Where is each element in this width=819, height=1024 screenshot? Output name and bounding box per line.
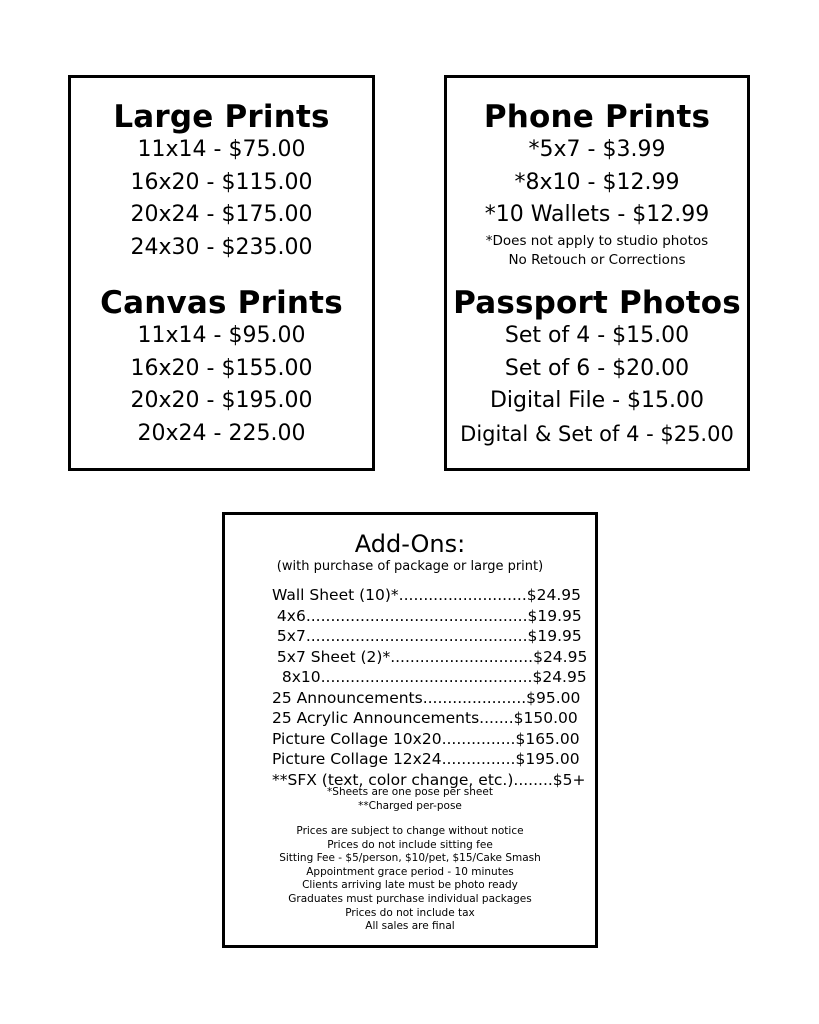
canvas-print-price: 11x14 - $95.00 xyxy=(137,323,306,348)
addons-subtitle: (with purchase of package or large print) xyxy=(276,559,544,574)
policy-notes xyxy=(225,825,595,934)
policy-note: Prices do not include sitting fee xyxy=(327,838,493,851)
addon-item: 8x10...........................................$24.95 xyxy=(272,668,587,686)
addon-item: Picture Collage 12x24...............$195.00 xyxy=(272,750,580,768)
large-canvas-prints-panel xyxy=(68,75,375,471)
policy-note: Prices are subject to change without notice xyxy=(296,825,524,837)
large-print-price: 20x24 - $175.00 xyxy=(130,202,313,227)
addons-list xyxy=(272,585,588,790)
large-prints-title: Large Prints xyxy=(113,99,330,135)
policy-note: Prices do not include tax xyxy=(345,906,475,919)
policy-note: Graduates must purchase individual packages xyxy=(288,892,532,905)
large-print-price: 11x14 - $75.00 xyxy=(137,137,306,162)
canvas-print-price: 20x20 - $195.00 xyxy=(130,388,313,413)
phone-print-price: *10 Wallets - $12.99 xyxy=(484,202,710,227)
addon-item: Wall Sheet (10)*..........................$24.95 xyxy=(272,586,582,604)
phone-prints-section xyxy=(447,100,747,270)
canvas-prints-title: Canvas Prints xyxy=(100,285,343,321)
passport-photo-price: Set of 4 - $15.00 xyxy=(504,323,690,348)
passport-photos-section xyxy=(447,286,747,450)
policy-note: All sales are final xyxy=(365,920,455,933)
canvas-prints-section xyxy=(71,286,372,450)
addons-title: Add-Ons: xyxy=(354,530,466,558)
addon-item: 5x7 Sheet (2)*.............................$24.95 xyxy=(272,647,588,666)
canvas-print-price: 16x20 - $155.00 xyxy=(130,355,313,381)
sheet-notes xyxy=(225,786,595,813)
policy-note: Clients arriving late must be photo ready xyxy=(302,879,518,892)
phone-print-note: *Does not apply to studio photos xyxy=(485,232,709,249)
policy-note: Appointment grace period - 10 minutes xyxy=(306,865,514,878)
addon-item: 25 Acrylic Announcements.......$150.00 xyxy=(272,709,578,727)
addon-item: 4x6.............................................$19.95 xyxy=(272,606,582,625)
addon-item: Picture Collage 10x20...............$165.00 xyxy=(272,729,580,748)
addon-item: 25 Announcements.....................$95.00 xyxy=(272,688,581,707)
addon-item: 5x7.............................................$19.95 xyxy=(272,627,582,645)
large-print-price: 24x30 - $235.00 xyxy=(130,234,313,260)
passport-photo-price: Digital File - $15.00 xyxy=(489,388,705,413)
phone-print-price: *5x7 - $3.99 xyxy=(528,137,666,162)
phone-passport-panel xyxy=(444,75,750,471)
sheet-note: **Charged per-pose xyxy=(358,799,462,812)
large-prints-section xyxy=(71,100,372,264)
addons-panel xyxy=(222,512,598,948)
passport-photos-title: Passport Photos xyxy=(453,285,741,321)
phone-print-note: No Retouch or Corrections xyxy=(508,251,686,268)
addon-item: **SFX (text, color change, etc.)........$5+ xyxy=(272,770,586,789)
policy-note: Sitting Fee - $5/person, $10/pet, $15/Cake Smash xyxy=(279,852,541,865)
sheet-note: *Sheets are one pose per sheet xyxy=(327,786,493,798)
passport-photo-price: Digital & Set of 4 - $25.00 xyxy=(460,421,734,446)
large-print-price: 16x20 - $115.00 xyxy=(130,169,313,195)
phone-prints-title: Phone Prints xyxy=(483,99,711,135)
passport-photo-price: Set of 6 - $20.00 xyxy=(504,355,690,381)
phone-print-price: *8x10 - $12.99 xyxy=(514,169,680,195)
canvas-print-price: 20x24 - 225.00 xyxy=(137,420,306,446)
